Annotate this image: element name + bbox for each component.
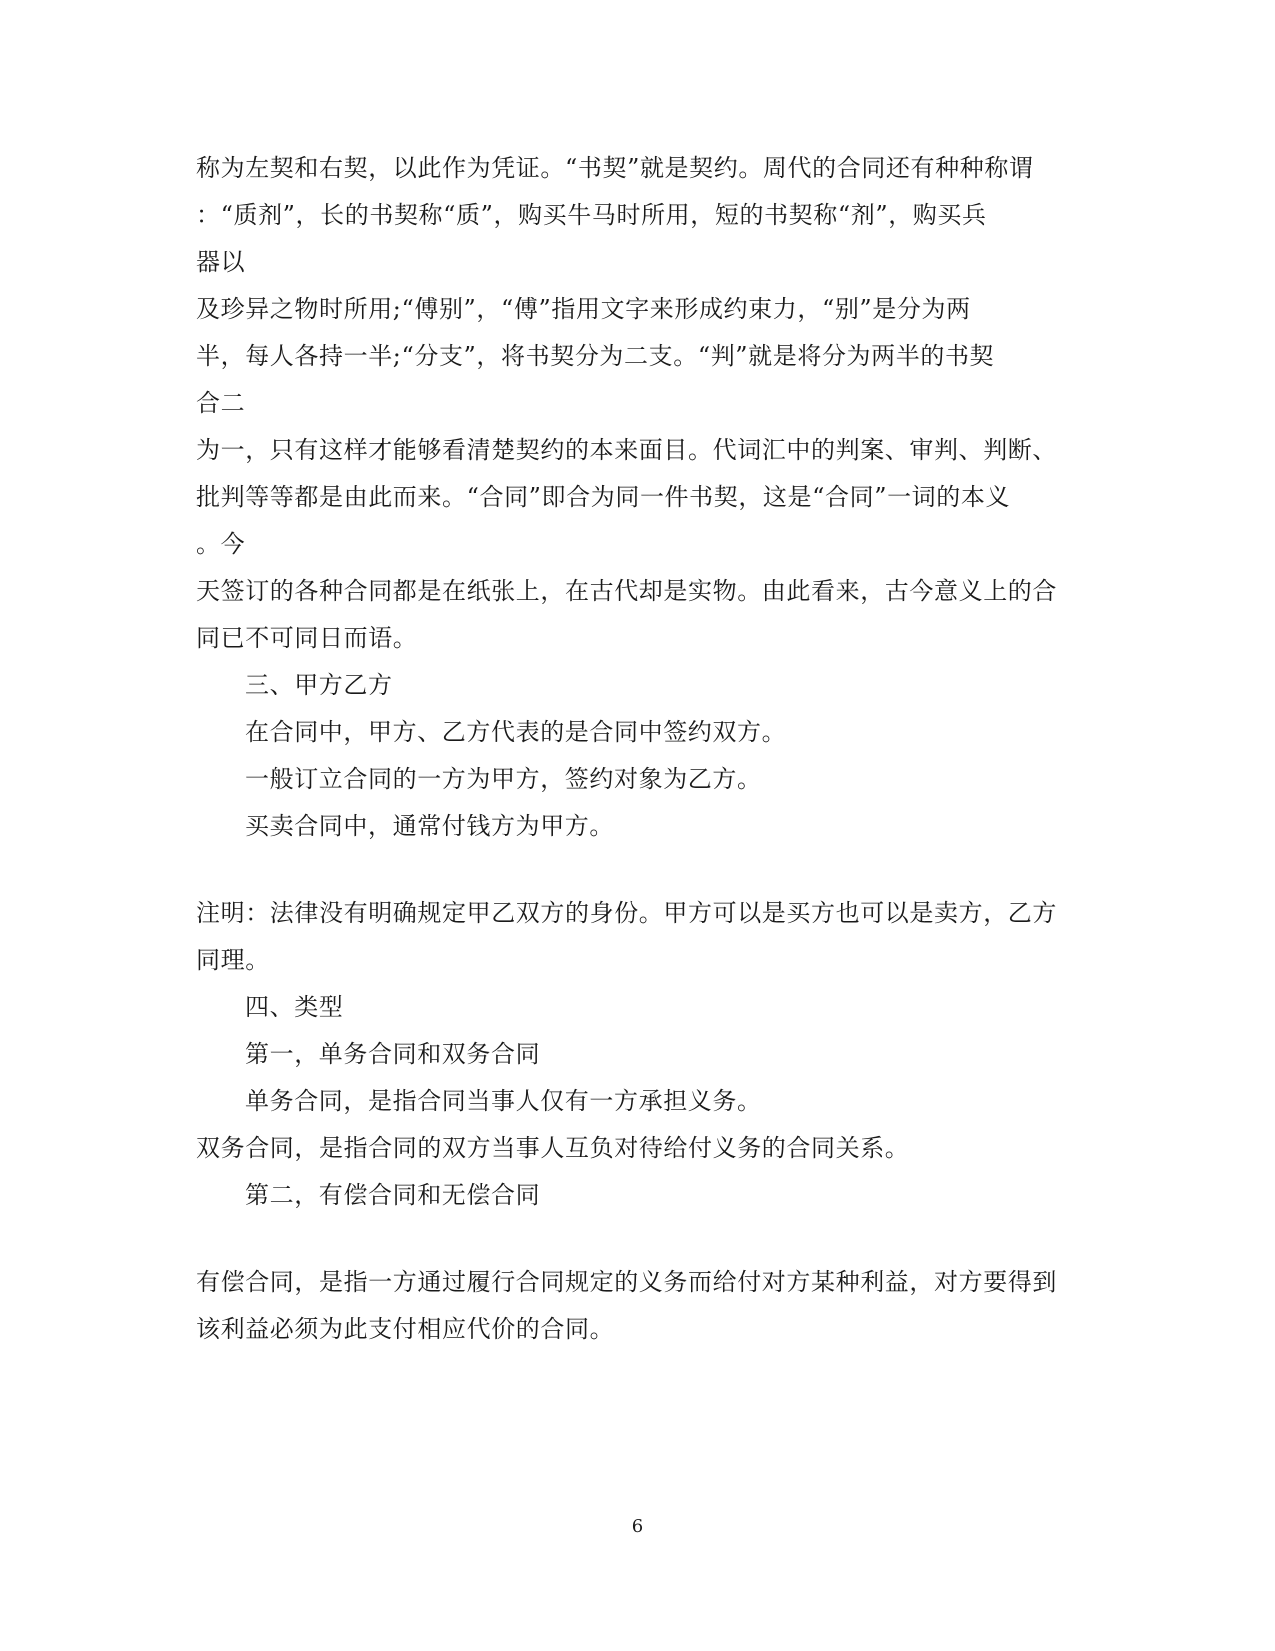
- text-line: 半，每人各持一半;“分支”，将书契分为二支。“判”就是将分为两半的书契: [196, 342, 995, 370]
- page-number: 6: [631, 1516, 644, 1537]
- subsection-heading: 第二，有偿合同和无偿合同: [245, 1181, 541, 1209]
- text-line: 买卖合同中，通常付钱方为甲方。: [245, 812, 614, 840]
- text-line: 该利益必须为此支付相应代价的合同。: [196, 1315, 615, 1343]
- text-line: 批判等等都是由此而来。“合同”即合为同一件书契，这是“合同”一词的本义: [196, 483, 1011, 511]
- text-line: 器以: [196, 248, 246, 276]
- text-line: ：“质剂”，长的书契称“质”，购买牛马时所用，短的书契称“剂”，购买兵: [196, 201, 987, 229]
- text-line: 同已不可同日而语。: [196, 624, 418, 652]
- subsection-heading: 第一，单务合同和双务合同: [245, 1040, 541, 1068]
- text-line: 合二: [196, 389, 246, 417]
- text-line: 称为左契和右契，以此作为凭证。“书契”就是契约。周代的合同还有种种称谓: [196, 154, 1034, 182]
- text-line: 为一，只有这样才能够看清楚契约的本来面目。代词汇中的判案、审判、判断、: [196, 436, 1057, 464]
- note-line: 同理。: [196, 946, 270, 974]
- section-heading: 三、甲方乙方: [245, 671, 393, 699]
- text-line: 双务合同，是指合同的双方当事人互负对待给付义务的合同关系。: [196, 1134, 910, 1162]
- text-line: 单务合同，是指合同当事人仅有一方承担义务。: [245, 1087, 762, 1115]
- text-line: 天签订的各种合同都是在纸张上，在古代却是实物。由此看来，古今意义上的合: [196, 577, 1057, 605]
- text-line: 有偿合同，是指一方通过履行合同规定的义务而给付对方某种利益，对方要得到: [196, 1268, 1057, 1296]
- section-heading: 四、类型: [245, 993, 344, 1021]
- text-line: 在合同中，甲方、乙方代表的是合同中签约双方。: [245, 718, 787, 746]
- text-line: 。今: [196, 530, 246, 558]
- note-line: 注明：法律没有明确规定甲乙双方的身份。甲方可以是买方也可以是卖方，乙方: [196, 899, 1057, 927]
- text-line: 及珍异之物时所用;“傅别”，“傅”指用文字来形成约束力，“别”是分为两: [196, 295, 971, 323]
- text-line: 一般订立合同的一方为甲方，签约对象为乙方。: [245, 765, 762, 793]
